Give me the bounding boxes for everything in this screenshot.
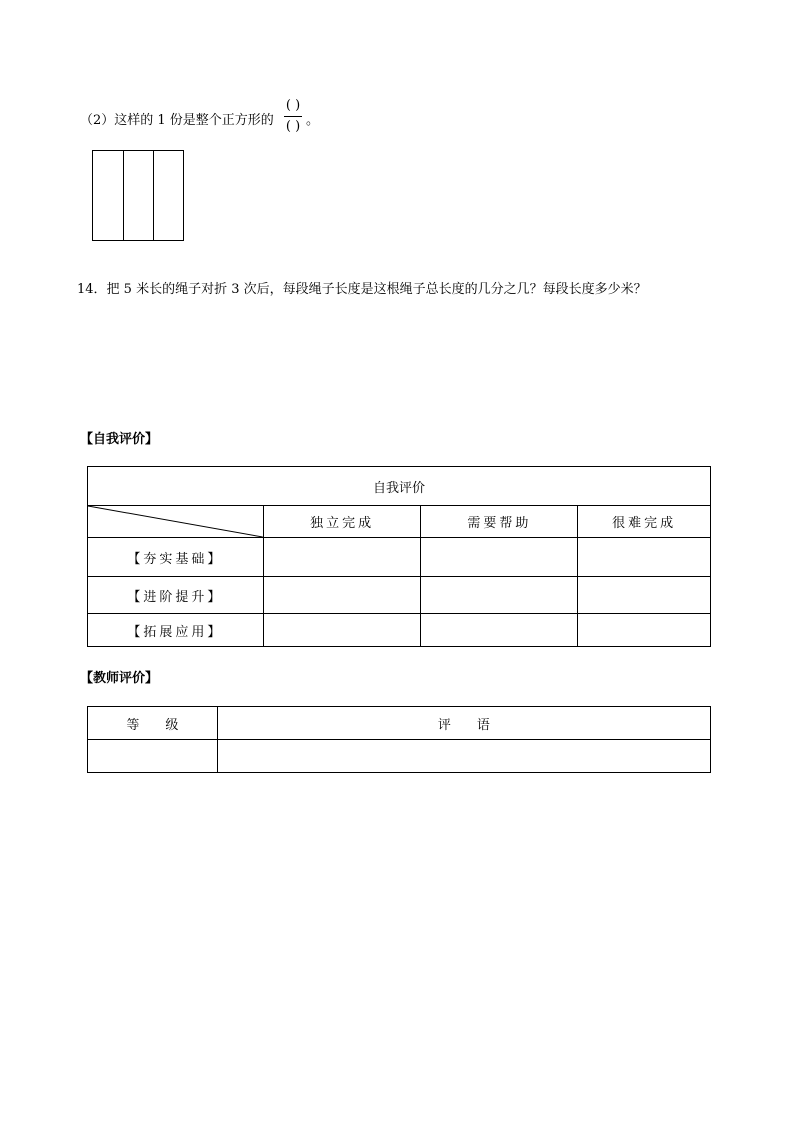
rating-cell: [421, 577, 578, 614]
row-label-extension: 【拓展应用】: [88, 614, 264, 647]
fraction-bar: [284, 116, 302, 117]
self-eval-heading: 【自我评价】: [80, 432, 159, 447]
grade-cell: [88, 740, 218, 773]
blank-fraction: [283, 97, 303, 139]
rating-cell: [578, 577, 711, 614]
teacher-eval-table: [87, 706, 711, 773]
divided-square-figure: [92, 150, 184, 241]
fraction-numerator-blank: ( ): [285, 98, 301, 113]
diagonal-header-cell: [88, 506, 264, 538]
row-label-foundation: 【夯实基础】: [88, 538, 264, 577]
teacher-eval-heading: 【教师评价】: [80, 671, 159, 686]
self-eval-table: [87, 466, 711, 647]
grade-header: 等 级: [88, 707, 218, 740]
rating-cell: [578, 614, 711, 647]
question-14-text: 14．把 5 米长的绳子对折 3 次后，每段绳子长度是这根绳子总长度的几分之几？每段长度多少米？: [77, 282, 647, 297]
square-divider-line: [153, 151, 154, 240]
fraction-denominator-blank: ( ): [285, 119, 301, 134]
rating-cell: [421, 538, 578, 577]
question-2-period: 。: [306, 113, 320, 128]
row-label-advanced: 【进阶提升】: [88, 577, 264, 614]
column-header-need-help: 需要帮助: [421, 506, 578, 538]
rating-cell: [263, 577, 421, 614]
square-divider-line: [123, 151, 124, 240]
comment-header: 评 语: [217, 707, 710, 740]
rating-cell: [263, 614, 421, 647]
self-eval-table-title: 自我评价: [88, 467, 711, 506]
rating-cell: [578, 538, 711, 577]
diagonal-line: [88, 506, 263, 537]
column-header-independent: 独立完成: [263, 506, 421, 538]
question-2-text: （2）这样的 1 份是整个正方形的: [80, 113, 274, 128]
comment-cell: [217, 740, 710, 773]
rating-cell: [263, 538, 421, 577]
rating-cell: [421, 614, 578, 647]
column-header-difficult: 很难完成: [578, 506, 711, 538]
